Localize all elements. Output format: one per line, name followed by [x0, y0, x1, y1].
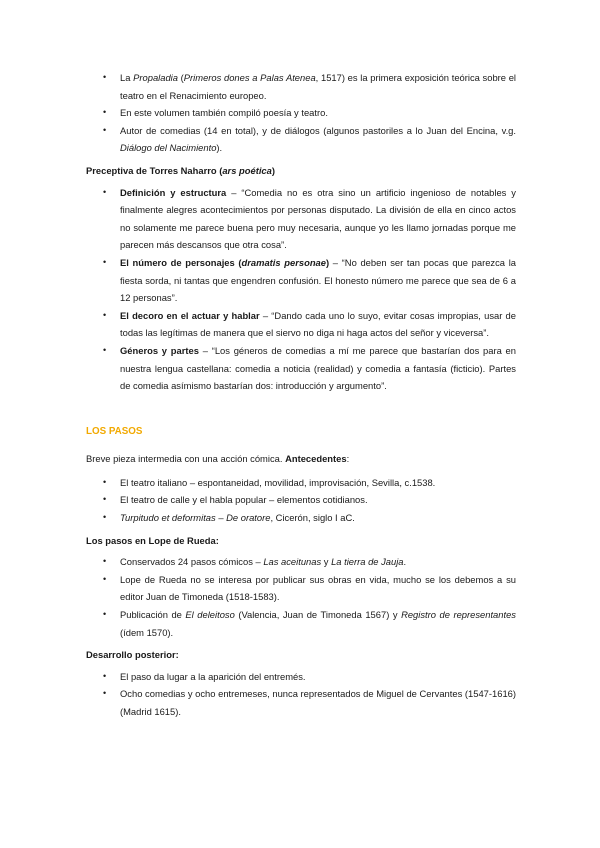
list-item: • Autor de comedias (14 en total), y de diálogos (algunos pastoriles a lo Juan del Encina, v.g. Diálogo del Nacimiento).	[86, 122, 516, 157]
bullet-icon: •	[103, 107, 107, 118]
bullet-icon: •	[103, 688, 107, 699]
bullet-icon: •	[103, 344, 107, 355]
bullet-icon: •	[103, 256, 107, 267]
list-item: • Publicación de El deleitoso (Valencia, Juan de Timoneda 1567) y Registro de representantes (ídem 1570).	[86, 606, 516, 641]
preceptiva-heading: Preceptiva de Torres Naharro (ars poética)	[86, 164, 275, 176]
desarrollo-heading: Desarrollo posterior:	[86, 649, 179, 661]
list-item: • En este volumen también compiló poesía y teatro.	[86, 104, 516, 122]
list-item: • Lope de Rueda no se interesa por publicar sus obras en vida, mucho se los debemos a su editor Juan de Timoneda (1518-1583).	[86, 571, 516, 606]
list-item: • El decoro en el actuar y hablar – “Dando cada uno lo suyo, evitar cosas impropias, usar de todas las legítimas de manera que el siervo no diga ni haga actos del señor y viceversa”.	[86, 307, 516, 342]
list-item: • El teatro de calle y el habla popular – elementos cotidianos.	[86, 491, 516, 509]
antecedentes-list	[86, 474, 516, 527]
list-item: • El teatro italiano – espontaneidad, movilidad, improvisación, Sevilla, c.1538.	[86, 474, 516, 492]
bullet-icon: •	[103, 124, 107, 135]
intro-list	[86, 69, 516, 157]
bullet-icon: •	[103, 556, 107, 567]
section-title: LOS PASOS	[86, 425, 143, 437]
bullet-icon: •	[103, 309, 107, 320]
bullet-icon: •	[103, 512, 107, 523]
list-item: • Conservados 24 pasos cómicos – Las aceitunas y La tierra de Jauja.	[86, 553, 516, 571]
bullet-icon: •	[103, 573, 107, 584]
bullet-icon: •	[103, 72, 107, 82]
preceptiva-list	[86, 184, 516, 395]
desarrollo-list	[86, 668, 516, 721]
list-item: • Géneros y partes – “Los géneros de comedias a mí me parece que bastarían dos para en nuestra lengua castellana: comedia a noticia (realidad) y comedia a fantasía (ficticio). Partes de comedia asímismo bastarían dos: introducción y argumento”.	[86, 342, 516, 395]
list-item: • El paso da lugar a la aparición del entremés.	[86, 668, 516, 686]
list-item: • Definición y estructura – “Comedia no es otra sino un artificio ingenioso de notables y finalmente alegres acontecimientos por personas disputado. La división de ella en cinco actos no solamente me parece buena pero muy necesaria, aunque yo les llamo jornadas porque me parecen más descansos que otra cosa”.	[86, 184, 516, 254]
pasos-description: Breve pieza intermedia con una acción cómica. Antecedentes:	[86, 453, 350, 465]
list-item: • La Propaladia (Primeros dones a Palas Atenea, 1517) es la primera exposición teórica sobre el teatro en el Renacimiento europeo.	[86, 69, 516, 104]
bullet-icon: •	[103, 186, 107, 197]
bullet-icon: •	[103, 494, 107, 505]
page-content	[86, 69, 516, 721]
rueda-heading: Los pasos en Lope de Rueda:	[86, 534, 219, 546]
list-item: • Turpitudo et deformitas – De oratore, Cicerón, siglo I aC.	[86, 509, 516, 527]
list-item: • Ocho comedias y ocho entremeses, nunca representados de Miguel de Cervantes (1547-1616) (Madrid 1615).	[86, 685, 516, 720]
bullet-icon: •	[103, 670, 107, 681]
bullet-icon: •	[103, 609, 107, 620]
rueda-list	[86, 553, 516, 641]
list-item: • El número de personajes (dramatis personae) – “No deben ser tan pocas que parezca la fiesta sorda, ni tantas que engendren confusión. El honesto número me parece que sea de 6 a 12 personas”.	[86, 254, 516, 307]
bullet-icon: •	[103, 476, 107, 487]
